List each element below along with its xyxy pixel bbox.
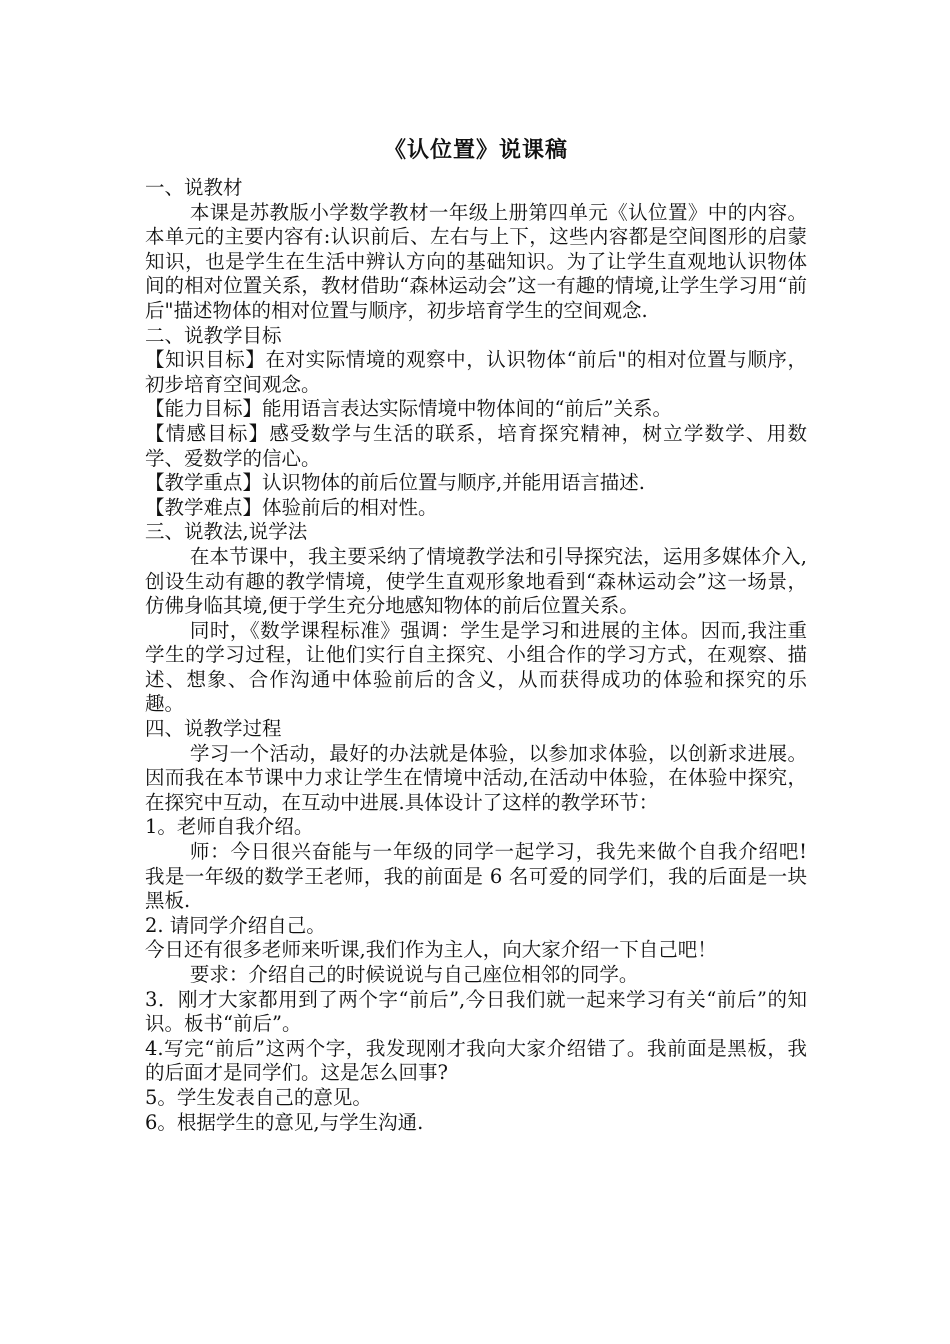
paragraph-list [145,176,807,1135]
paragraph: 【知识目标】在对实际情境的观察中，认识物体“前后"的相对位置与顺序，初步培育空间观念。 [145,348,807,396]
paragraph: 3．刚才大家都用到了两个字“前后”,今日我们就一起来学习有关“前后”的知识。板书“前后”。 [145,987,807,1036]
paragraph: 【教学难点】体验前后的相对性。 [145,495,438,519]
paragraph: 学习一个活动，最好的办法就是体验，以参加求体验，以创新求进展。因而我在本节课中力求让学生在情境中活动,在活动中体验，在体验中探究，在探究中互动，在互动中进展.具体设计了这样的教学环节： [145,741,807,814]
paragraph: 今日还有很多老师来听课,我们作为主人，向大家介绍一下自己吧！ [145,938,717,962]
paragraph: 同时，《数学课程标准》强调：学生是学习和进展的主体。因而,我注重学生的学习过程，让他们实行自主探究、小组合作的学习方式，在观察、描述、想象、合作沟通中体验前后的含义，从而获得成功的体验和探究的乐趣。 [145,618,807,716]
paragraph: 【能力目标】能用语言表达实际情境中物体间的“前后”关系。 [145,397,672,421]
paragraph: 二、说教学目标 [145,323,282,347]
paragraph: 一、说教材 [145,176,243,199]
document-title: 《认位置》说课稿 [383,138,568,163]
paragraph: 5。学生发表自己的意见。 [145,1085,372,1109]
paragraph: 1。老师自我介绍。 [145,815,314,839]
paragraph: 师：今日很兴奋能与一年级的同学一起学习，我先来做个自我介绍吧! 我是一年级的数学王老师，我的前面是 6 名可爱的同学们，我的后面是一块黑板. [145,840,807,913]
paragraph: 三、说教法,说学法 [145,520,308,544]
paragraph: 6。根据学生的意见,与学生沟通. [145,1110,424,1134]
paragraph: 在本节课中，我主要采纳了情境教学法和引导探究法，运用多媒体介入,创设生动有趣的教学情境，使学生直观形象地看到“森林运动会”这一场景，仿佛身临其境,便于学生充分地感知物体的前后位置关系。 [145,544,807,618]
paragraph: 【情感目标】感受数学与生活的联系，培育探究精神，树立学数学、用数学、爱数学的信心。 [145,421,807,470]
paragraph: 要求：介绍自己的时候说说与自己座位相邻的同学。 [189,963,639,986]
paragraph: 四、说教学过程 [145,717,282,741]
paragraph: 4.写完“前后”这两个字，我发现刚才我向大家介绍错了。我前面是黑板，我的后面才是同学们。这是怎么回事? [145,1036,807,1085]
paragraph: 【教学重点】认识物体的前后位置与顺序,并能用语言描述. [145,471,645,495]
paragraph: 本课是苏教版小学数学教材一年级上册第四单元《认位置》中的内容。本单元的主要内容有:认识前后、左右与上下，这些内容都是空间图形的启蒙知识，也是学生在生活中辨认方向的基础知识。为了让学生直观地认识物体间的相对位置关系，教材借助“森林运动会”这一有趣的情境,让学生学习用“前后"描述物体的相对位置与顺序，初步培育学生的空间观念. [145,200,807,322]
paragraph: 2. 请同学介绍自己。 [145,913,326,937]
document-body [145,136,807,1135]
